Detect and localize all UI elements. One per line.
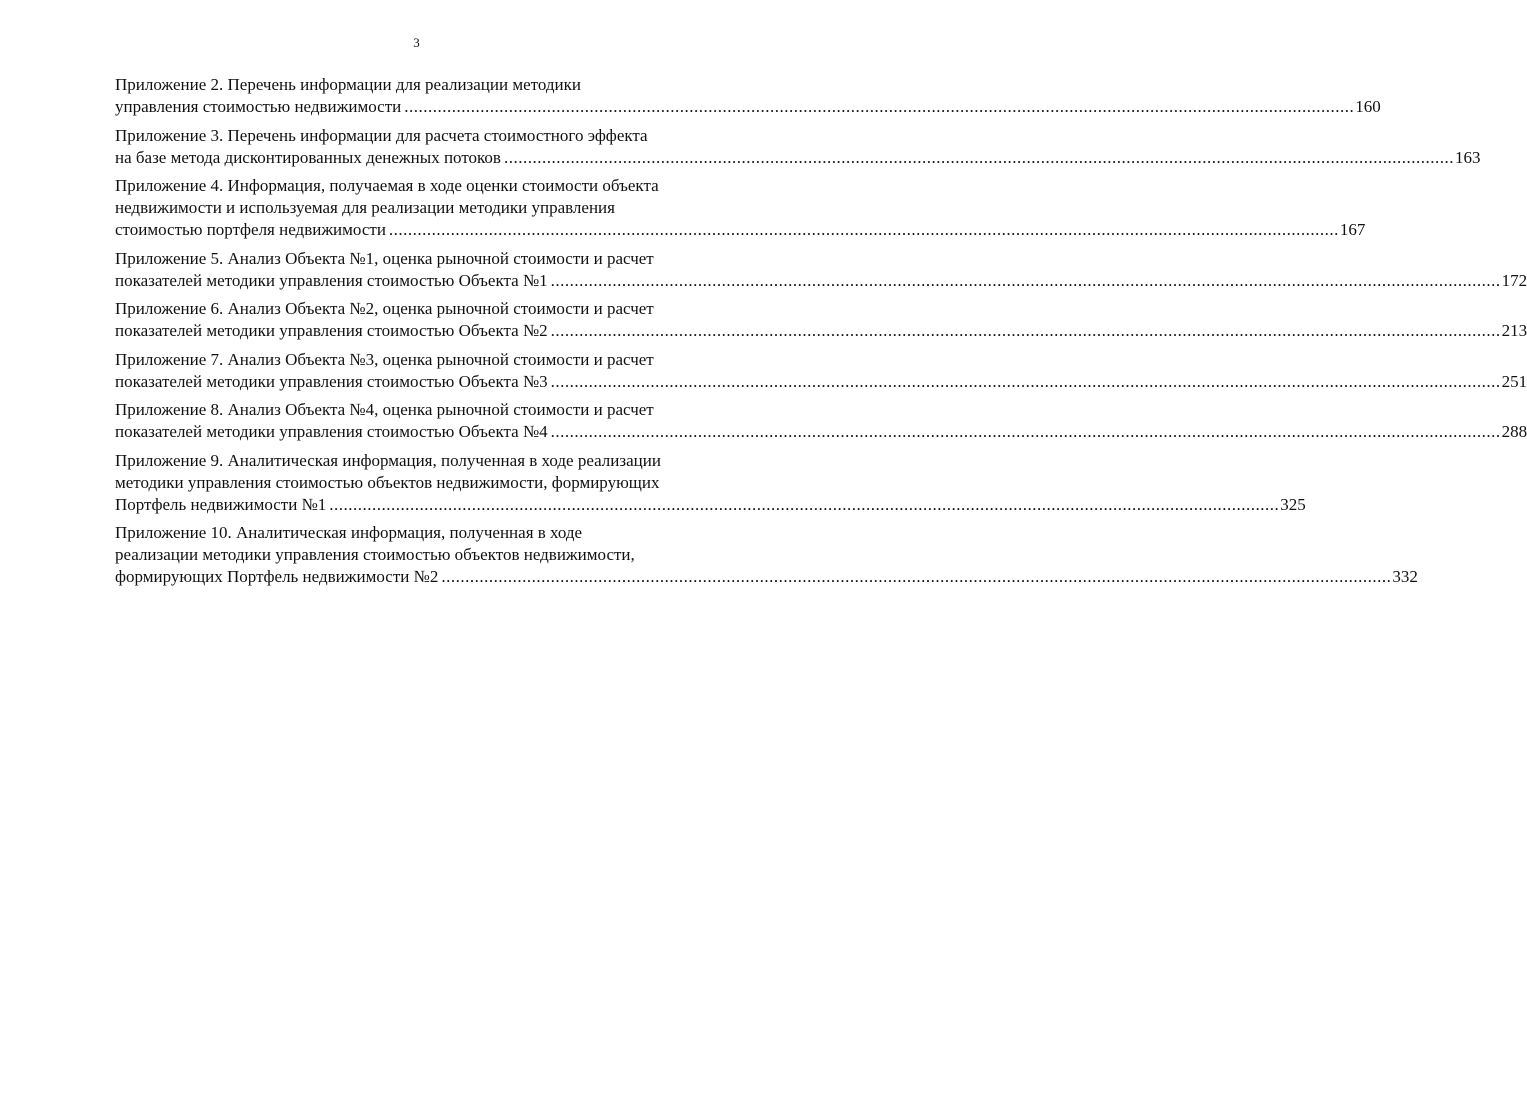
toc-entry-line: Приложение 8. Анализ Объекта №4, оценка рыночной стоимости и расчет xyxy=(115,400,654,419)
toc-entry-line: Приложение 2. Перечень информации для реализации методики xyxy=(115,75,581,94)
toc-entry[interactable] xyxy=(115,349,1527,393)
toc-entry-line: Приложение 7. Анализ Объекта №3, оценка рыночной стоимости и расчет xyxy=(115,349,654,369)
toc-entry-page: 167 xyxy=(1339,220,1366,239)
toc-entry[interactable] xyxy=(115,74,1381,118)
dot-leader: ........................................................................................................................................................................................................ xyxy=(388,220,1339,239)
toc-entry[interactable] xyxy=(115,125,1481,169)
toc-entry-page: 325 xyxy=(1280,494,1306,514)
toc-entry-line: Приложение 5. Анализ Объекта №1, оценка рыночной стоимости и расчет xyxy=(115,248,654,268)
toc-entry-last-line xyxy=(115,371,1527,393)
dot-leader: ........................................................................................................................................................................................................ xyxy=(550,371,1501,391)
toc-entry-page: 251 xyxy=(1501,371,1527,391)
toc-entry-last-line xyxy=(115,421,1527,443)
toc-entry[interactable] xyxy=(115,175,1366,241)
dot-leader: ........................................................................................................................................................................................................ xyxy=(329,494,1280,514)
dot-leader: ........................................................................................................................................................................................................ xyxy=(550,270,1501,290)
toc-entry-line: недвижимости и используемая для реализации методики управления xyxy=(115,198,615,217)
toc-entry-line: Приложение 10. Аналитическая информация, полученная в ходе xyxy=(115,523,583,542)
table-of-contents xyxy=(115,74,1527,595)
dot-leader: ........................................................................................................................................................................................................ xyxy=(550,422,1501,441)
toc-entry-last-line xyxy=(115,219,1366,241)
toc-entry-last-line xyxy=(115,147,1481,169)
page-number: 3 xyxy=(413,35,420,50)
dot-leader: ........................................................................................................................................................................................................ xyxy=(441,567,1392,586)
toc-entry-last-line xyxy=(115,320,1527,342)
toc-entry-line: методики управления стоимостью объектов недвижимости, формирующих xyxy=(115,472,660,492)
toc-entry-last-line xyxy=(115,96,1381,118)
dot-leader: ........................................................................................................................................................................................................ xyxy=(503,147,1454,167)
toc-entry[interactable] xyxy=(115,399,1527,443)
toc-entry-title-end: показателей методики управления стоимостью Объекта №4 xyxy=(115,422,548,441)
toc-entry-line: Приложение 3. Перечень информации для расчета стоимостного эффекта xyxy=(115,125,648,145)
toc-entry-line: Приложение 6. Анализ Объекта №2, оценка рыночной стоимости и расчет xyxy=(115,299,654,318)
toc-entry-line: Приложение 4. Информация, получаемая в ходе оценки стоимости объекта xyxy=(115,176,659,195)
toc-entry-last-line xyxy=(115,566,1418,588)
toc-entry-page: 160 xyxy=(1355,97,1381,116)
dot-leader: ........................................................................................................................................................................................................ xyxy=(550,321,1501,340)
toc-entry-line: Приложение 9. Аналитическая информация, полученная в ходе реализации xyxy=(115,450,661,470)
toc-entry-title-end: на базе метода дисконтированных денежных потоков xyxy=(115,147,501,167)
dot-leader: ........................................................................................................................................................................................................ xyxy=(404,97,1355,116)
toc-entry-title-end: управления стоимостью недвижимости xyxy=(115,97,402,116)
toc-entry-page: 332 xyxy=(1392,567,1418,586)
toc-entry-title-end: стоимостью портфеля недвижимости xyxy=(115,220,386,239)
toc-entry[interactable] xyxy=(115,450,1306,516)
toc-entry-title-end: показателей методики управления стоимостью Объекта №1 xyxy=(115,270,548,290)
toc-entry[interactable] xyxy=(115,522,1418,588)
toc-entry-title-end: формирующих Портфель недвижимости №2 xyxy=(115,567,439,586)
toc-entry-page: 288 xyxy=(1501,422,1527,441)
toc-entry-last-line xyxy=(115,494,1306,516)
toc-entry-last-line xyxy=(115,270,1527,292)
toc-entry-page: 163 xyxy=(1454,147,1481,167)
toc-entry-title-end: Портфель недвижимости №1 xyxy=(115,494,327,514)
toc-entry-line: реализации методики управления стоимостью объектов недвижимости, xyxy=(115,545,635,564)
toc-entry-title-end: показателей методики управления стоимостью Объекта №2 xyxy=(115,321,548,340)
toc-entry[interactable] xyxy=(115,248,1527,292)
toc-entry-title-end: показателей методики управления стоимостью Объекта №3 xyxy=(115,371,548,391)
toc-entry[interactable] xyxy=(115,298,1527,342)
toc-entry-page: 213 xyxy=(1501,321,1527,340)
toc-entry-page: 172 xyxy=(1501,270,1527,290)
